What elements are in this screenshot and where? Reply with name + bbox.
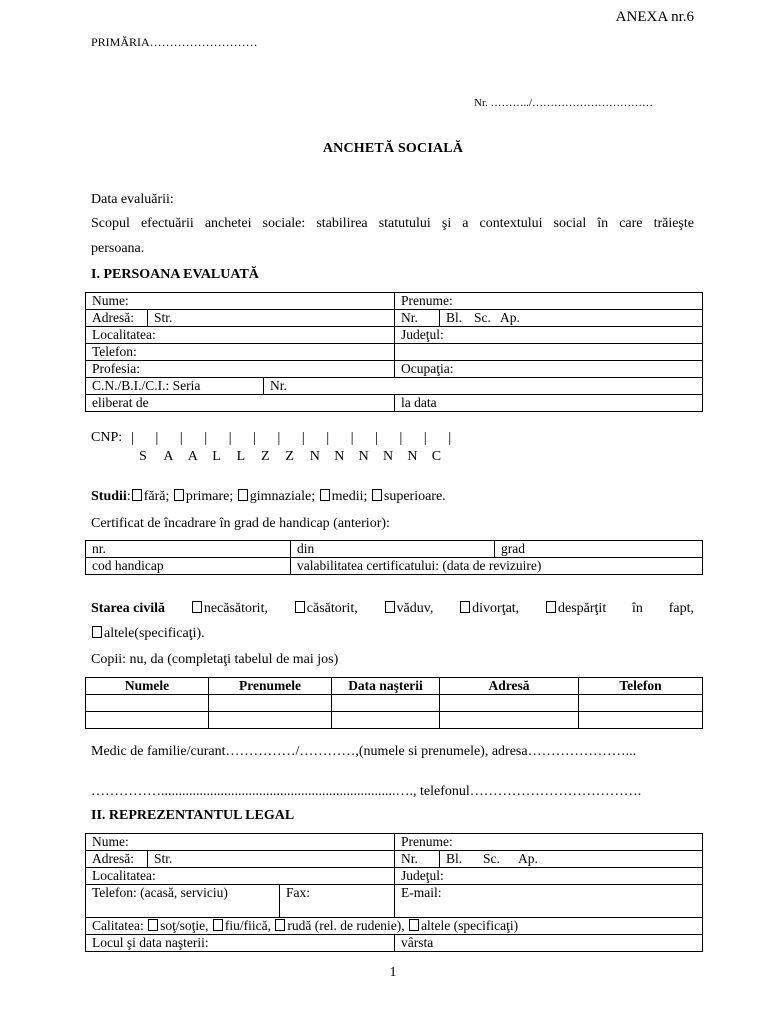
cnp-separator: |: [253, 430, 257, 446]
relationship-option-label: altele (specificaţi): [421, 918, 519, 933]
family-doctor-line-1: Medic de familie/curant……………/…………,(numele si prenumele), adresa…………………...: [91, 744, 637, 759]
civil-status-option: [632, 601, 643, 617]
cnp-letter: N: [358, 449, 369, 464]
table-row: [86, 834, 703, 851]
children-label: Copii: nu, da (completaţi tabelul de mai jos): [91, 652, 339, 667]
rep-phone-field[interactable]: Telefon: (acasă, serviciu): [86, 885, 280, 918]
cnp-separator: |: [277, 430, 281, 446]
rep-street-field[interactable]: Str.: [148, 851, 395, 868]
cnp-label: CNP:: [91, 430, 123, 445]
checkbox-icon[interactable]: [192, 601, 202, 613]
checkbox-icon[interactable]: [372, 489, 382, 501]
checkbox-icon[interactable]: [546, 601, 556, 613]
table-cell[interactable]: [332, 695, 440, 712]
section-1-heading: I. PERSOANA EVALUATĂ: [91, 267, 259, 282]
civil-status-option-label: despărţit: [558, 601, 607, 616]
nr-label: Nr.: [395, 851, 440, 867]
county-field[interactable]: Judeţul:: [395, 327, 703, 344]
civil-status-option-label: necăsătorit,: [203, 601, 268, 616]
table-row: [86, 327, 703, 344]
studies-option-label: superioare.: [383, 489, 446, 504]
certificate-table: [85, 540, 703, 575]
civil-status-option-label: fapt,: [668, 601, 694, 616]
rep-first-name-field[interactable]: Prenume:: [395, 834, 703, 851]
annex-label: ANEXA nr.6: [615, 9, 694, 25]
civil-status-row: [91, 601, 694, 617]
table-cell[interactable]: [209, 695, 332, 712]
rep-age-field[interactable]: vârsta: [395, 935, 703, 952]
cnp-letter: A: [187, 449, 198, 464]
registration-number: Nr. ………../……………………………: [474, 97, 654, 109]
checkbox-icon[interactable]: [238, 489, 248, 501]
civil-status-option-label: în: [632, 601, 643, 616]
table-row: [86, 344, 703, 361]
locality-field[interactable]: Localitatea:: [86, 327, 395, 344]
children-table: [85, 677, 703, 729]
ap-label: Ap.: [518, 851, 538, 866]
checkbox-icon[interactable]: [132, 489, 142, 501]
table-row: [86, 361, 703, 378]
table-header-row: [86, 678, 703, 695]
civil-status-option-label: căsătorit,: [306, 601, 358, 616]
bl-label: Bl.: [446, 310, 463, 325]
name-field[interactable]: Nume:: [86, 293, 395, 310]
studies-row: Studii: fără; primare; gimnaziale; medii; superioare.: [91, 489, 446, 504]
cnp-separator: |: [423, 430, 427, 446]
table-cell[interactable]: [579, 695, 703, 712]
checkbox-icon[interactable]: [409, 919, 419, 931]
table-row: [86, 293, 703, 310]
cnp-letter: A: [163, 449, 174, 464]
checkbox-icon[interactable]: [275, 919, 285, 931]
cnp-separator: |: [448, 430, 452, 446]
rep-email-field[interactable]: E-mail:: [395, 885, 703, 918]
primaria-label: PRIMĂRIA………………………: [91, 35, 258, 49]
civil-status-option[interactable]: [294, 601, 358, 617]
bl-label: Bl.: [446, 851, 463, 866]
cnp-separator: |: [228, 430, 232, 446]
cnp-separator: |: [204, 430, 208, 446]
cert-date-field[interactable]: din: [291, 541, 495, 558]
occupation-field[interactable]: Ocupaţia:: [395, 361, 703, 378]
civil-status-option: [669, 601, 694, 617]
phone-field[interactable]: Telefon:: [86, 344, 395, 361]
rep-relationship-field[interactable]: [86, 918, 703, 935]
studies-option-label: primare;: [185, 489, 237, 504]
rep-fax-field[interactable]: Fax:: [280, 885, 395, 918]
id-number-field[interactable]: Nr.: [264, 378, 703, 395]
purpose-line-2: persoana.: [91, 241, 145, 256]
cnp-separator: |: [179, 430, 183, 446]
cnp-letter: Z: [285, 449, 294, 464]
checkbox-icon[interactable]: [213, 919, 223, 931]
cnp-field[interactable]: [91, 430, 491, 470]
table-row: [86, 935, 703, 952]
cnp-letter: S: [139, 449, 147, 464]
studies-option-label: gimnaziale;: [249, 489, 319, 504]
table-row: [86, 868, 703, 885]
page-number: 1: [389, 965, 397, 980]
cnp-letter: C: [431, 449, 442, 464]
column-header: Prenumele: [209, 678, 332, 695]
rep-address-detail-cell[interactable]: [395, 851, 703, 868]
table-row: [86, 712, 703, 729]
cnp-separator: |: [375, 430, 379, 446]
table-row: [86, 695, 703, 712]
cnp-letter: L: [236, 449, 246, 464]
family-doctor-line-2: ……………...................................................................…., telefonul……………………………….: [91, 784, 642, 799]
address-label: Adresă:: [86, 310, 148, 327]
profession-field[interactable]: Profesia:: [86, 361, 395, 378]
rep-name-field[interactable]: Nume:: [86, 834, 395, 851]
sc-label: Sc.: [474, 310, 491, 325]
checkbox-icon[interactable]: [148, 919, 158, 931]
civil-status-other-label: altele(specificaţi).: [104, 626, 205, 641]
relationship-option-label: rudă (rel. de rudenie),: [287, 918, 409, 933]
ap-label: Ap.: [500, 310, 520, 325]
address-detail-cell[interactable]: [395, 310, 703, 327]
civil-status-option[interactable]: [459, 601, 519, 617]
civil-status-option[interactable]: [191, 601, 268, 617]
column-header: Telefon: [579, 678, 703, 695]
table-row: [86, 851, 703, 868]
handicap-code-field[interactable]: cod handicap: [86, 558, 291, 575]
checkbox-icon[interactable]: [385, 601, 395, 613]
civil-status-option-label: văduv,: [396, 601, 434, 616]
table-cell[interactable]: [86, 695, 209, 712]
table-row: [86, 378, 703, 395]
column-header: Numele: [86, 678, 209, 695]
cnp-letter: L: [212, 449, 221, 464]
table-row: [86, 918, 703, 935]
civil-status-options: [91, 601, 694, 617]
table-row: [86, 310, 703, 327]
studies-option-label: medii;: [331, 489, 371, 504]
relationship-label: Calitatea:: [92, 918, 148, 933]
cnp-separator: |: [326, 430, 330, 446]
table-cell[interactable]: [332, 712, 440, 729]
civil-status-option-label: divorţat,: [472, 601, 520, 616]
cnp-separator: |: [350, 430, 354, 446]
street-field[interactable]: Str.: [148, 310, 395, 327]
nr-label: Nr.: [395, 310, 440, 326]
cnp-letter: N: [334, 449, 345, 464]
civil-status-option[interactable]: [545, 601, 606, 617]
cnp-letter: N: [407, 449, 418, 464]
cnp-separator: |: [155, 430, 159, 446]
checkbox-icon[interactable]: [174, 489, 184, 501]
page-title: ANCHETĂ SOCIALĂ: [322, 141, 464, 156]
cnp-letter: Z: [261, 449, 270, 464]
person-table: [85, 292, 703, 412]
rep-address-label: Adresă:: [86, 851, 148, 868]
issue-date-field[interactable]: la data: [395, 395, 703, 412]
certificate-label: Certificat de încadrare în grad de handicap (anterior):: [91, 516, 390, 531]
table-cell[interactable]: [579, 712, 703, 729]
studies-options: [131, 489, 446, 504]
section-2-heading: II. REPREZENTANTUL LEGAL: [91, 808, 295, 823]
checkbox-icon[interactable]: [320, 489, 330, 501]
rep-county-field[interactable]: Judeţul:: [395, 868, 703, 885]
studies-label: Studii: [91, 489, 127, 504]
table-row: [86, 395, 703, 412]
rep-birth-field[interactable]: Locul şi data naşterii:: [86, 935, 395, 952]
legal-representative-table: [85, 833, 703, 952]
table-row: [86, 541, 703, 558]
table-cell[interactable]: [440, 695, 579, 712]
rep-locality-field[interactable]: Localitatea:: [86, 868, 395, 885]
evaluation-date-label: Data evaluării:: [91, 192, 174, 207]
table-cell[interactable]: [440, 712, 579, 729]
phone-extra-field[interactable]: [395, 344, 703, 361]
cnp-separator: |: [301, 430, 305, 446]
first-name-field[interactable]: Prenume:: [395, 293, 703, 310]
civil-status-label: Starea civilă: [91, 601, 166, 616]
studies-option-label: fără;: [143, 489, 173, 504]
cnp-letter: N: [309, 449, 320, 464]
issued-by-field[interactable]: eliberat de: [86, 395, 395, 412]
column-header: Adresă: [440, 678, 579, 695]
cert-number-field[interactable]: nr.: [86, 541, 291, 558]
civil-status-option[interactable]: [384, 601, 434, 617]
cert-grade-field[interactable]: grad: [495, 541, 703, 558]
cnp-separator: |: [131, 430, 135, 446]
table-cell[interactable]: [209, 712, 332, 729]
purpose-line-1: Scopul efectuării anchetei sociale: stabilirea statutului şi a contextului social în care trăieşte: [91, 216, 694, 231]
checkbox-icon[interactable]: [92, 626, 102, 638]
column-header: Data naşterii: [332, 678, 440, 695]
table-row: [86, 558, 703, 575]
cnp-separator: |: [399, 430, 403, 446]
table-row: [86, 885, 703, 918]
id-series-field[interactable]: C.N./B.I./C.I.: Seria: [86, 378, 264, 395]
checkbox-icon[interactable]: [295, 601, 305, 613]
civil-status-other[interactable]: [91, 626, 694, 642]
cert-validity-field[interactable]: valabilitatea certificatului: (data de revizuire): [291, 558, 703, 575]
relationship-option-label: soţ/soţie,: [160, 918, 212, 933]
relationship-option-label: fiu/fiică,: [224, 918, 275, 933]
table-cell[interactable]: [86, 712, 209, 729]
cnp-letter: N: [383, 449, 394, 464]
sc-label: Sc.: [483, 851, 500, 866]
checkbox-icon[interactable]: [460, 601, 470, 613]
